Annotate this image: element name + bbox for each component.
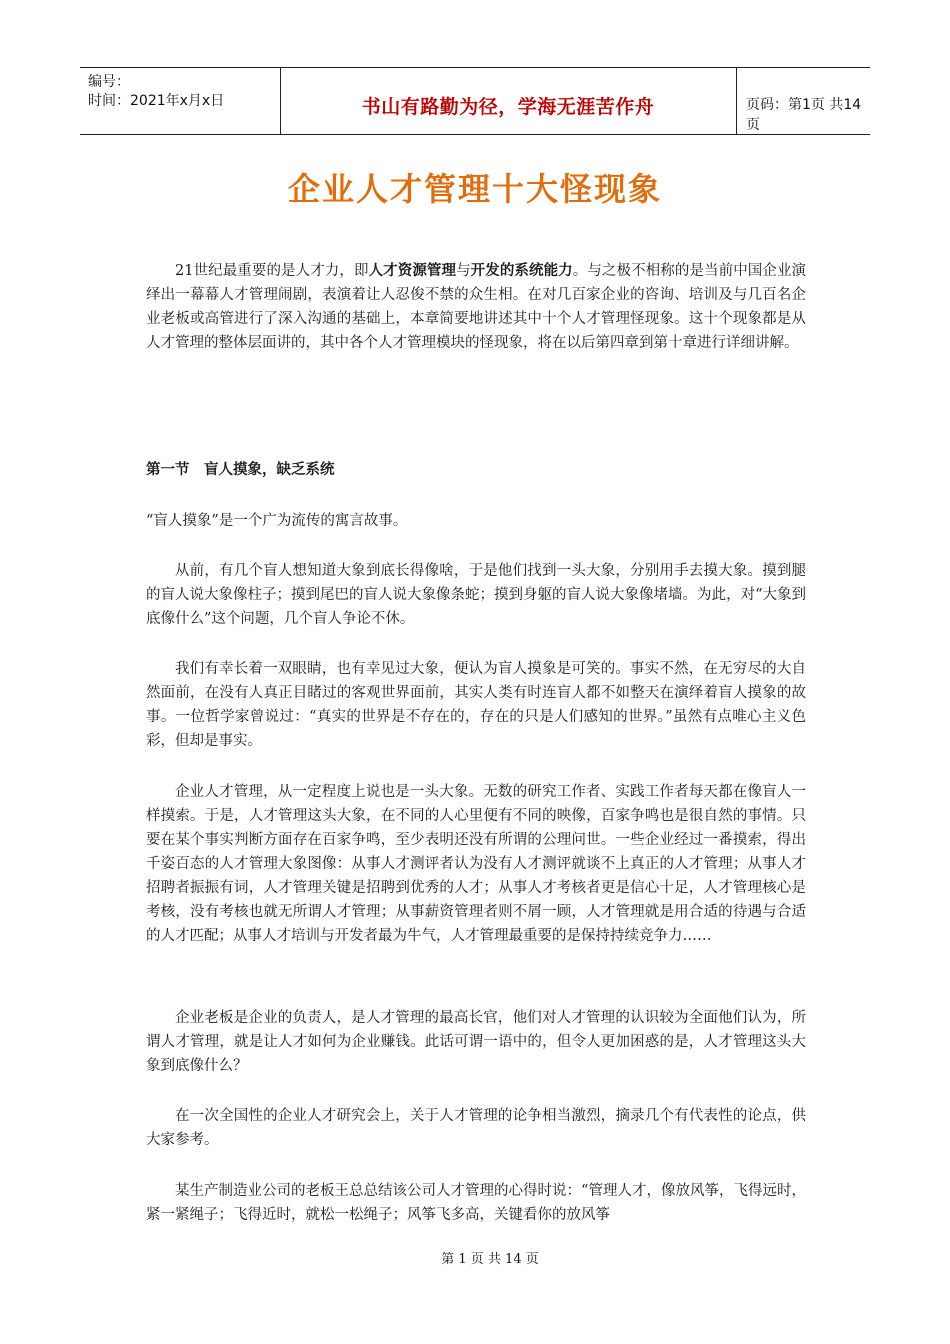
header-page-info: 页码：第1页 共14页 [746, 97, 862, 133]
document-title: 企业人才管理十大怪现象 [287, 170, 662, 208]
section1-paragraph-5: 企业老板是企业的负责人，是人才管理的最高长官，他们对人才管理的认识较为全面他们认为，所谓人才管理，就是让人才如何为企业赚钱。此话可谓一语中的，但令人更加困惑的是，人才管理这头大象到底像什么？ [146, 1010, 806, 1074]
intro-paragraph [146, 259, 806, 355]
intro-text-1: 21世纪最重要的是人才力，即 [175, 263, 369, 279]
section1-paragraph-3: 我们有幸长着一双眼睛，也有幸见过大象，便认为盲人摸象是可笑的。事实不然，在无穷尽的大自然面前，在没有人真正目睹过的客观世界面前，其实人类有时连盲人都不如整天在演绎着盲人摸象的故事。一位哲学家曾说过：“真实的世界是不存在的，存在的只是人们感知的世界。”虽然有点唯心主义色彩，但却是事实。 [146, 661, 806, 749]
section1-para-4-block [146, 780, 806, 948]
document-time-label: 时间：2021年x月x日 [88, 93, 225, 109]
section1-paragraph-6: 在一次全国性的企业人才研究会上，关于人才管理的论争相当激烈，摘录几个有代表性的论点，供大家参考。 [146, 1108, 806, 1148]
intro-paragraph-block [146, 259, 806, 355]
section-heading-block [146, 458, 806, 482]
header-motto-cell [280, 68, 737, 134]
section1-para-1-block [146, 509, 806, 533]
section1-para-2-block [146, 559, 806, 631]
intro-text-2: 与 [456, 263, 471, 279]
page-footer: 第 1 页 共 14 页 [441, 1252, 539, 1267]
header-motto: 书山有路勤为径，学海无涯苦作舟 [361, 96, 655, 118]
header-left-cell [80, 68, 281, 134]
section1-paragraph-7: 某生产制造业公司的老板王总总结该公司人才管理的心得时说：“管理人才，像放风筝，飞得远时，紧一紧绳子；飞得近时，就松一松绳子；风筝飞多高，关键看你的放风筝 [146, 1183, 806, 1223]
intro-bold-1: 人才资源管理 [368, 262, 457, 279]
document-number-label: 编号： [88, 74, 130, 90]
intro-text-3: 。与之极不相称的是当前中国企业演绎出一幕幕人才管理闹剧，表演着让人忍俊不禁的众生相。在对几百家企业的咨询、培训及与几百名企业老板或高管进行了深入沟通的基础上，本章简要地讲述其中十个人才管理怪现象。这十个现象都是从人才管理的整体层面讲的，其中各个人才管理模块的怪现象，将在以后第四章到第十章进行详细讲解。 [146, 263, 807, 351]
section1-para-3-block [146, 657, 806, 753]
section1-paragraph-1: “盲人摸象”是一个广为流传的寓言故事。 [146, 513, 408, 529]
section1-para-5-block [146, 1006, 806, 1078]
section1-paragraph-2: 从前，有几个盲人想知道大象到底长得像啥，于是他们找到一头大象，分别用手去摸大象。摸到腿的盲人说大象像柱子；摸到尾巴的盲人说大象像条蛇；摸到身躯的盲人说大象像堵墙。为此，对“大象到底像什么”这个问题，几个盲人争论不休。 [146, 563, 806, 627]
header-right-cell [736, 68, 870, 134]
section1-paragraph-4: 企业人才管理，从一定程度上说也是一头大象。无数的研究工作者、实践工作者每天都在像盲人一样摸索。于是，人才管理这头大象，在不同的人心里便有不同的映像，百家争鸣也是很自然的事情。只要在某个事实判断方面存在百家争鸣，至少表明还没有所谓的公理问世。一些企业经过一番摸索，得出千姿百态的人才管理大象图像：从事人才测评者认为没有人才测评就谈不上真正的人才管理；从事人才招聘者振振有词，人才管理关键是招聘到优秀的人才；从事人才考核者更是信心十足，人才管理核心是考核，没有考核也就无所谓人才管理；从事薪资管理者则不屑一顾，人才管理就是用合适的待遇与合适的人才匹配；从事人才培训与开发者最为牛气，人才管理最重要的是保持持续竞争力…… [146, 784, 806, 944]
section1-para-6-block [146, 1104, 806, 1152]
page-header [80, 67, 870, 135]
section-heading: 第一节 盲人摸象，缺乏系统 [146, 462, 335, 478]
section1-para-7-block [146, 1179, 806, 1227]
intro-bold-2: 开发的系统能力 [470, 262, 573, 279]
